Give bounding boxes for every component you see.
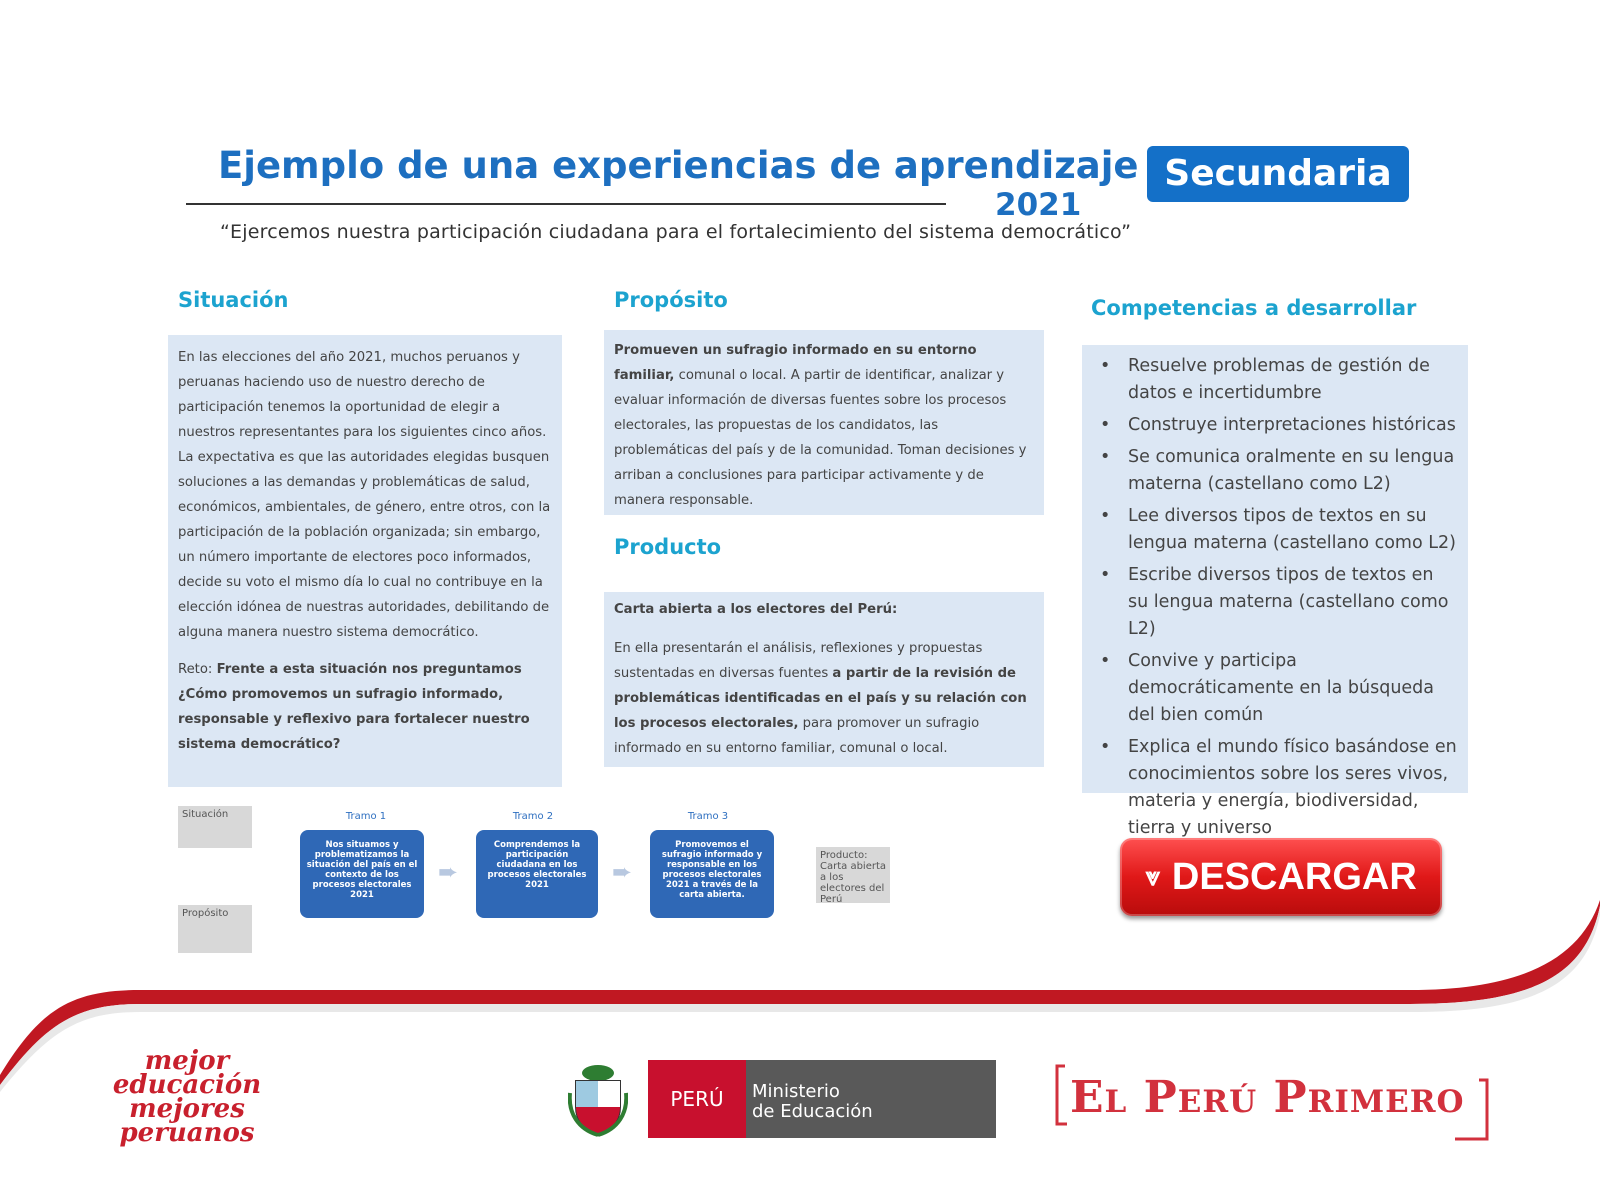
year-label: 2021: [995, 187, 1082, 223]
competencia-item: • Lee diversos tipos de textos en su lengua materna (castellano como L2): [1098, 503, 1458, 557]
competencias-heading: Competencias a desarrollar: [1091, 296, 1417, 320]
download-label: DESCARGAR: [1171, 855, 1417, 898]
producto-text-a: En ella presentarán el análisis, reflexiones y propuestas sustentadas en diversas fuentes: [614, 641, 983, 681]
situacion-panel: [168, 335, 562, 787]
competencias-panel: [1082, 345, 1468, 838]
tramo-2-box: Comprendemos la participación ciudadana en los procesos electorales 2021: [476, 830, 598, 918]
tramo-1-box: Nos situamos y problematizamos la situación del país en el contexto de los procesos electorales 2021: [300, 830, 424, 918]
producto-panel: [604, 592, 1044, 767]
proposito-heading: Propósito: [614, 288, 728, 312]
proposito-bold-text: Promueven un sufragio informado en su entorno familiar,: [614, 343, 977, 383]
level-badge: Secundaria: [1147, 146, 1409, 202]
page-title: Ejemplo de una experiencias de aprendizaje: [218, 144, 1139, 187]
ministerio-label-block: [746, 1060, 996, 1138]
el-peru-primero-logo: El Perú Primero: [1070, 1072, 1465, 1123]
flow-situacion-box: Situación: [178, 806, 252, 848]
flow-proposito-box: Propósito: [178, 905, 252, 953]
reto-label: Reto:: [178, 662, 213, 677]
slogan-line: mejor: [144, 1046, 230, 1076]
competencia-item: • Se comunica oralmente en su lengua materna (castellano como L2): [1098, 444, 1458, 498]
competencia-item: • Construye interpretaciones históricas: [1098, 412, 1458, 439]
flow-arrow-icon: ➨: [612, 858, 633, 886]
slogan-line: educación: [112, 1070, 262, 1100]
competencia-item: • Convive y participa democráticamente en la búsqueda del bien común: [1098, 648, 1458, 729]
reto-text: Frente a esta situación nos preguntamos ¿Cómo promovemos un sufragio informado, responsable y reflexivo para fortalecer nuestro sistema democrático?: [178, 662, 530, 752]
slogan-line: peruanos: [119, 1118, 255, 1148]
peru-label-block: PERÚ: [648, 1060, 746, 1138]
producto-text-b: a partir de la revisión de problemáticas identificadas en el país y su relación con los procesos electorales,: [614, 666, 1027, 731]
situacion-heading: Situación: [178, 288, 289, 312]
flow-arrow-icon: ➨: [438, 858, 459, 886]
competencia-item: • Escribe diversos tipos de textos en su lengua materna (castellano como L2): [1098, 562, 1458, 643]
download-button[interactable]: [1120, 838, 1442, 916]
producto-description: [614, 636, 1034, 761]
proposito-panel: [604, 330, 1044, 515]
tramo-3-box: Promovemos el sufragio informado y responsable en los procesos electorales 2021 a través de la carta abierta.: [650, 830, 774, 918]
double-chevron-down-icon: ⩔: [1145, 861, 1160, 892]
producto-title: Carta abierta a los electores del Perú:: [614, 602, 898, 617]
tramo-3-label: Tramo 3: [687, 811, 729, 822]
ministerio-line-2: de Educación: [752, 1101, 873, 1122]
competencia-item: • Resuelve problemas de gestión de datos e incertidumbre: [1098, 353, 1458, 407]
producto-heading: Producto: [614, 535, 722, 559]
ministerio-line-1: Ministerio: [752, 1081, 840, 1102]
producto-text-c: para promover un sufragio informado en su entorno familiar, comunal o local.: [614, 716, 980, 756]
competencia-item: • Explica el mundo físico basándose en conocimientos sobre los seres vivos, materia y energía, biodiversidad, tierra y universo: [1098, 734, 1458, 842]
slogan-line: mejores: [129, 1094, 245, 1124]
flow-producto-box: Producto: Carta abierta a los electores del Perú: [816, 847, 890, 903]
title-underline: [186, 203, 946, 205]
tramo-2-label: Tramo 2: [512, 811, 554, 822]
experience-subtitle: “Ejercemos nuestra participación ciudadana para el fortalecimiento del sistema democrático”: [220, 221, 1132, 243]
mejor-educacion-logo: [112, 1046, 262, 1148]
situacion-text: En las elecciones del año 2021, muchos peruanos y peruanas haciendo uso de nuestro derecho de participación tenemos la oportunidad de elegir a nuestros representantes para los siguientes cinco años. La expectativa es que las autoridades elegidas busquen soluciones a las demandas y problemáticas de salud, económicos, ambientales, de género, entre otros, con la participación de la población organizada; sin embargo, un número importante de electores poco informados, decide su voto el mismo día lo cual no contribuye en la elección idónea de nuestras autoridades, debilitando de alguna manera nuestro sistema democrático.: [178, 350, 551, 640]
national-shield-icon: [568, 1063, 628, 1137]
tramo-1-label: Tramo 1: [345, 811, 387, 822]
reto-paragraph: [178, 657, 552, 757]
proposito-text: comunal o local. A partir de identificar, analizar y evaluar información de diversas fuentes sobre los procesos electorales, las propuestas de los candidatos, las problemáticas del país y de la comunidad. Toman decisiones y arriban a conclusiones para participar activamente y de manera responsable.: [614, 368, 1027, 508]
competencias-list: [1098, 353, 1458, 842]
